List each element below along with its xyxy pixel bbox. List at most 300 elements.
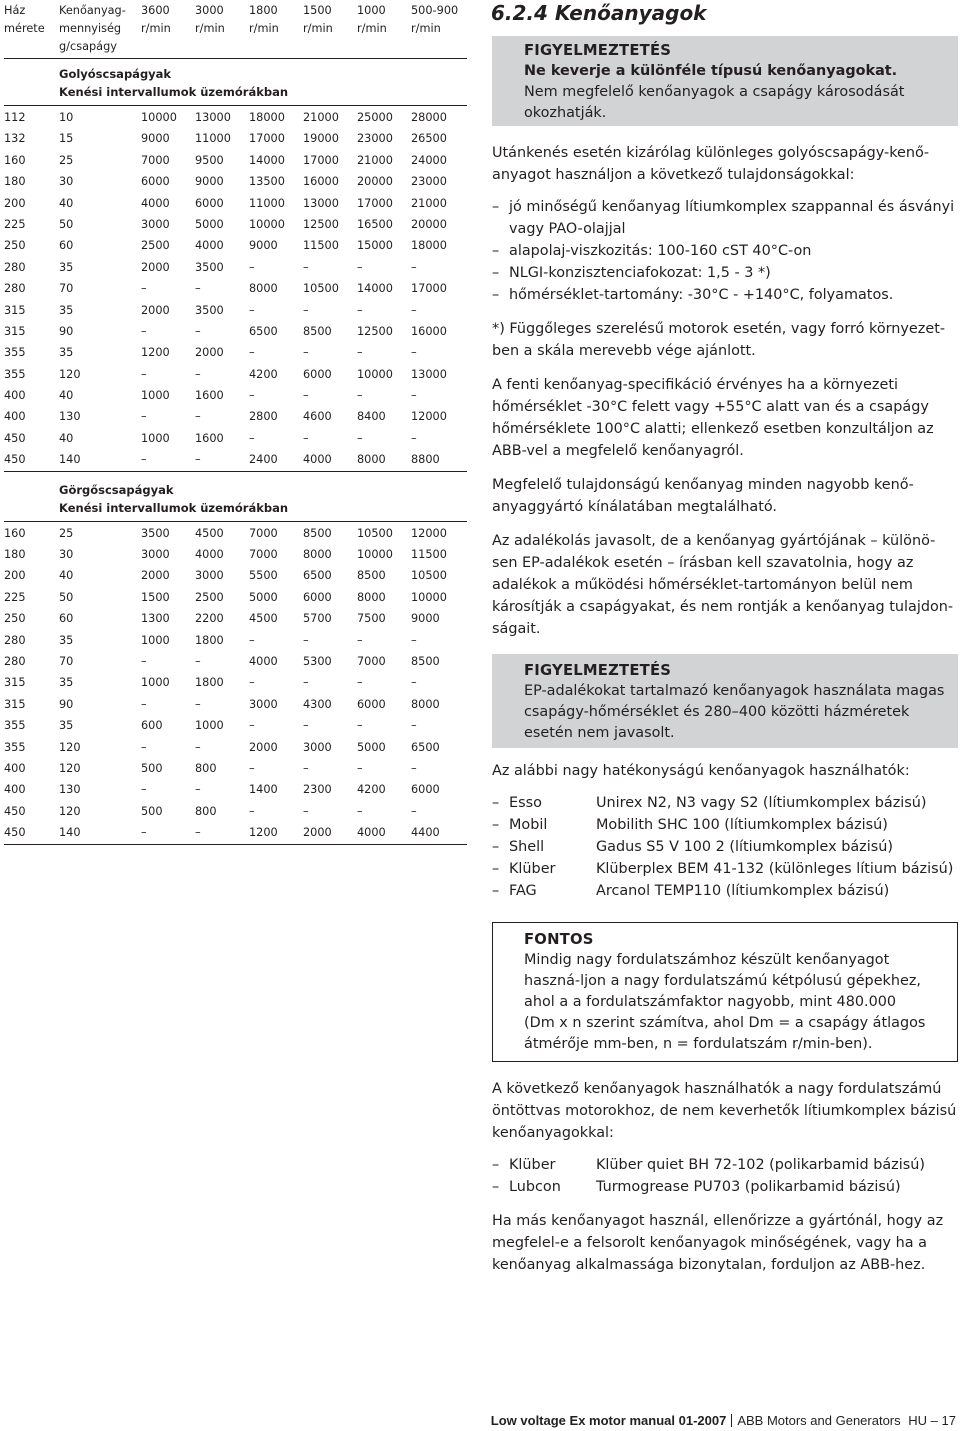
table-cell: 40: [59, 389, 74, 403]
lubricant-row: [492, 814, 958, 836]
table-row: [4, 321, 467, 342]
table-cell: –: [303, 303, 309, 317]
lubricant-brand: – Shell: [492, 836, 596, 858]
table-cell: 10500: [357, 526, 393, 540]
lubricant-product: Gadus S5 V 100 2 (lítiumkomplex bázisú): [596, 839, 893, 855]
table-cell: 225: [4, 590, 26, 604]
table-row: [4, 128, 467, 149]
table-cell: 35: [59, 676, 74, 690]
page-separator: –: [930, 1413, 938, 1428]
table-cell: 6000: [303, 367, 332, 381]
table-cell: 7000: [357, 654, 386, 668]
table-cell: 10000: [357, 548, 393, 562]
table-cell: 4400: [411, 826, 440, 840]
table-cell: 4000: [195, 548, 224, 562]
table-cell: 10000: [357, 367, 393, 381]
table-cell: 3000: [141, 217, 170, 231]
table-cell: 10: [59, 111, 74, 124]
table-cell: 6500: [411, 740, 440, 754]
table-cell: 50: [59, 590, 74, 604]
table-cell: 280: [4, 633, 26, 647]
table-cell: 4500: [249, 612, 278, 626]
warning-text: Nem megfelelő kenőanyagok a csapágy károsodását okozhatják.: [524, 84, 905, 121]
paragraph-availability: Megfelelő tulajdonságú kenőanyag minden nagyobb kenő-anyaggyártó kínálatában megtalálható.: [492, 477, 914, 515]
table-cell: 1000: [195, 719, 224, 733]
table-cell: –: [141, 367, 147, 381]
table-cell: 2500: [195, 590, 224, 604]
column-header: 500-900 r/min: [411, 4, 459, 35]
table-cell: 315: [4, 676, 26, 690]
table-cell: 4000: [195, 239, 224, 253]
table-cell: –: [303, 389, 309, 403]
table-cell: 6500: [303, 569, 332, 583]
table-row: [4, 630, 467, 651]
table-cell: 6000: [303, 590, 332, 604]
table-cell: –: [195, 740, 201, 754]
paragraph-high-performance: Az alábbi nagy hatékonyságú kenőanyagok használhatók:: [492, 763, 910, 779]
lubricant-brand: – FAG: [492, 880, 596, 902]
table-cell: –: [141, 410, 147, 424]
table-cell: 15: [59, 132, 74, 146]
footer-divider: [731, 1414, 732, 1427]
table-cell: 280: [4, 654, 26, 668]
table-cell: 70: [59, 282, 74, 296]
table-cell: 1000: [141, 633, 170, 647]
table-cell: 2500: [141, 239, 170, 253]
table-cell: 21000: [303, 111, 339, 124]
table-cell: –: [249, 431, 255, 445]
table-cell: 3000: [303, 740, 332, 754]
table-cell: 8000: [249, 282, 278, 296]
table-cell: –: [141, 826, 147, 840]
table-cell: 160: [4, 526, 26, 540]
table-cell: 18000: [411, 239, 447, 253]
table-row: [4, 449, 467, 471]
table-cell: –: [411, 676, 417, 690]
table-cell: 20000: [357, 175, 393, 189]
table-row: [4, 342, 467, 363]
table-cell: 315: [4, 697, 26, 711]
table-cell: 250: [4, 239, 26, 253]
column-header: Ház mérete: [4, 4, 45, 35]
table-cell: 35: [59, 303, 74, 317]
table-cell: 18000: [249, 111, 285, 124]
table-cell: –: [303, 346, 309, 360]
table-cell: 25: [59, 153, 74, 167]
table-cell: 13500: [249, 175, 285, 189]
table-cell: 180: [4, 548, 26, 562]
table-cell: –: [357, 260, 363, 274]
table-cell: 8000: [303, 548, 332, 562]
manual-title: Low voltage Ex motor manual 01-2007: [490, 1413, 727, 1428]
table-cell: 3000: [141, 548, 170, 562]
lubricant-brand: – Klüber: [492, 1154, 596, 1176]
table-cell: –: [249, 676, 255, 690]
table-cell: 4300: [303, 697, 332, 711]
table-cell: 355: [4, 367, 26, 381]
table-cell: 60: [59, 612, 74, 626]
table-row: [4, 428, 467, 449]
table-cell: –: [249, 389, 255, 403]
table-cell: 2000: [141, 303, 170, 317]
table-cell: 8500: [411, 654, 440, 668]
roller-bearings-subtitle: Kenési intervallumok üzemórákban: [59, 500, 289, 515]
table-row: [4, 565, 467, 586]
table-cell: 8000: [357, 590, 386, 604]
table-row: [4, 193, 467, 214]
ball-bearings-section-title: [59, 59, 467, 101]
table-cell: –: [141, 740, 147, 754]
table-cell: –: [357, 719, 363, 733]
table-cell: 19000: [303, 132, 339, 146]
table-row: [4, 364, 467, 385]
table-cell: 355: [4, 719, 26, 733]
table-cell: –: [141, 282, 147, 296]
table-cell: 26500: [411, 132, 447, 146]
table-cell: 225: [4, 217, 26, 231]
table-cell: 50: [59, 217, 74, 231]
table-cell: –: [357, 431, 363, 445]
table-cell: 355: [4, 346, 26, 360]
table-cell: 5000: [195, 217, 224, 231]
table-cell: –: [303, 719, 309, 733]
lubricant-row: [492, 858, 958, 880]
table-cell: 23000: [357, 132, 393, 146]
table-cell: –: [303, 804, 309, 818]
table-cell: 500: [141, 761, 163, 775]
table-cell: 4200: [357, 783, 386, 797]
table-cell: 6500: [249, 324, 278, 338]
table-cell: 17000: [357, 196, 393, 210]
table-cell: 2000: [141, 569, 170, 583]
table-cell: 600: [141, 719, 163, 733]
grease-properties-list: [492, 196, 958, 306]
table-cell: –: [195, 826, 201, 840]
table-cell: 7000: [249, 548, 278, 562]
table-cell: 14000: [249, 153, 285, 167]
important-formula-note: (Dm x n szerint számítva, ahol Dm = a csapágy átlagos átmérője mm-ben, n = fordulatszám r/min-ben).: [524, 1015, 926, 1052]
table-cell: 35: [59, 260, 74, 274]
table-cell: 280: [4, 260, 26, 274]
table-cell: –: [195, 282, 201, 296]
table-cell: 315: [4, 303, 26, 317]
lubricant-brand: – Esso: [492, 792, 596, 814]
table-cell: 9000: [411, 612, 440, 626]
table-cell: –: [303, 260, 309, 274]
table-cell: 800: [195, 804, 217, 818]
section-heading: 6.2.4 Kenőanyagok: [491, 1, 707, 25]
table-cell: 14000: [357, 282, 393, 296]
table-cell: 12500: [357, 324, 393, 338]
paragraph-other-lubricants: Ha más kenőanyagot használ, ellenőrizze a gyártónál, hogy az megfelel-e a felsorolt kenőanyagok minőségének, vagy ha a kenőanyag alkalmassága bizonytalan, forduljon az ABB-hez.: [492, 1213, 944, 1273]
table-cell: 8500: [303, 324, 332, 338]
language-code: HU: [908, 1413, 928, 1428]
table-row: [4, 278, 467, 299]
warning-bold-text: Ne keverje a különféle típusú kenőanyagokat.: [524, 63, 898, 79]
table-cell: 315: [4, 324, 26, 338]
important-text: Mindig nagy fordulatszámhoz készült kenőanyagot haszná-ljon a nagy fordulatszámú kétpólusú gépekhez, ahol a a fordulatszámfaktor nagyobb, mint 480.000: [524, 952, 921, 1010]
table-cell: 5700: [303, 612, 332, 626]
table-cell: 120: [59, 367, 81, 381]
table-cell: 90: [59, 324, 74, 338]
table-cell: 10000: [411, 590, 447, 604]
table-cell: 11000: [195, 132, 231, 146]
table-cell: –: [411, 389, 417, 403]
table-row: [4, 737, 467, 758]
table-row: [4, 544, 467, 565]
table-cell: 16000: [303, 175, 339, 189]
table-cell: –: [357, 676, 363, 690]
table-cell: 90: [59, 697, 74, 711]
table-cell: –: [195, 367, 201, 381]
warning-box-ep-additives: [492, 654, 958, 748]
table-cell: 140: [59, 826, 81, 840]
table-cell: –: [249, 303, 255, 317]
table-cell: 500: [141, 804, 163, 818]
table-cell: 4000: [357, 826, 386, 840]
table-cell: –: [141, 324, 147, 338]
table-cell: 7000: [249, 526, 278, 540]
lubricants-section: [492, 0, 958, 1276]
table-cell: 250: [4, 612, 26, 626]
table-cell: –: [141, 697, 147, 711]
table-cell: 6000: [195, 196, 224, 210]
ball-bearings-rows: [4, 107, 467, 472]
table-cell: 3500: [195, 260, 224, 274]
table-cell: –: [411, 260, 417, 274]
table-cell: –: [357, 389, 363, 403]
table-cell: 200: [4, 196, 26, 210]
table-cell: 30: [59, 175, 74, 189]
table-cell: 25000: [357, 111, 393, 124]
table-cell: 120: [59, 804, 81, 818]
table-cell: 3000: [249, 697, 278, 711]
table-row: [4, 235, 467, 256]
table-cell: 130: [59, 783, 81, 797]
table-cell: 1500: [141, 590, 170, 604]
table-cell: 6000: [357, 697, 386, 711]
list-item: – hőmérséklet-tartomány: -30°C - +140°C, folyamatos.: [492, 284, 958, 306]
table-cell: 8000: [357, 453, 386, 467]
paragraph-additives: Az adalékolás javasolt, de a kenőanyag gyártójának – különö-sen EP-adalékok esetén – írásban kell szavatolnia, hogy az adalékok a működési hőmérséklet-tartományon belül nem károsítják a csapágyakat, és nem rontják a kenőanyag tulajdon-ságait.: [492, 533, 954, 637]
high-performance-lubricants-list: [492, 792, 958, 902]
table-cell: 10000: [141, 111, 177, 124]
table-cell: –: [303, 761, 309, 775]
list-item: – alapolaj-viszkozitás: 100-160 cST 40°C-on: [492, 240, 958, 262]
table-cell: –: [249, 633, 255, 647]
lubricant-product: Klüberplex BEM 41-132 (különleges lítium bázisú): [596, 861, 954, 877]
table-cell: 140: [59, 453, 81, 467]
table-cell: 4600: [303, 410, 332, 424]
table-cell: 9000: [141, 132, 170, 146]
table-cell: 13000: [195, 111, 231, 124]
table-cell: –: [357, 761, 363, 775]
table-cell: 10500: [411, 569, 447, 583]
column-header: 1000 r/min: [357, 4, 387, 35]
table-cell: –: [411, 761, 417, 775]
ball-bearings-title: Golyóscsapágyak: [59, 67, 172, 81]
table-cell: 8400: [357, 410, 386, 424]
table-row: [4, 523, 467, 544]
table-cell: 12000: [411, 410, 447, 424]
table-cell: 11000: [249, 196, 285, 210]
table-cell: –: [411, 346, 417, 360]
table-row: [4, 651, 467, 672]
table-cell: 4000: [249, 654, 278, 668]
table-cell: 25: [59, 526, 74, 540]
table-cell: –: [249, 804, 255, 818]
table-cell: 16000: [411, 324, 447, 338]
table-cell: 1300: [141, 612, 170, 626]
table-cell: 355: [4, 740, 26, 754]
table-cell: 1600: [195, 389, 224, 403]
lubricant-row: [492, 1154, 958, 1176]
table-cell: 120: [59, 740, 81, 754]
roller-bearings-rows: [4, 523, 467, 845]
table-cell: 3000: [195, 569, 224, 583]
lubricant-product: Mobilith SHC 100 (lítiumkomplex bázisú): [596, 817, 888, 833]
table-cell: 1800: [195, 633, 224, 647]
table-cell: –: [357, 303, 363, 317]
table-cell: 132: [4, 132, 26, 146]
table-cell: 400: [4, 783, 26, 797]
table-cell: 20000: [411, 217, 447, 231]
table-cell: 1600: [195, 431, 224, 445]
table-cell: –: [195, 697, 201, 711]
table-cell: –: [411, 719, 417, 733]
table-cell: 9000: [249, 239, 278, 253]
table-cell: 70: [59, 654, 74, 668]
table-row: [4, 257, 467, 278]
table-cell: 1200: [249, 826, 278, 840]
table-cell: 28000: [411, 111, 447, 124]
table-cell: 280: [4, 282, 26, 296]
table-cell: –: [249, 719, 255, 733]
table-cell: –: [195, 783, 201, 797]
table-cell: 10000: [249, 217, 285, 231]
table-cell: 400: [4, 410, 26, 424]
table-cell: –: [249, 761, 255, 775]
table-cell: 2000: [249, 740, 278, 754]
table-cell: 112: [4, 111, 26, 124]
table-cell: –: [411, 633, 417, 647]
table-row: [4, 822, 467, 844]
ball-bearings-subtitle: Kenési intervallumok üzemórákban: [59, 85, 289, 99]
table-cell: 4500: [195, 526, 224, 540]
table-row: [4, 715, 467, 736]
warning-title: FIGYELMEZTETÉS: [524, 662, 672, 679]
table-cell: 2000: [303, 826, 332, 840]
table-cell: 12000: [411, 526, 447, 540]
table-cell: 6000: [141, 175, 170, 189]
lubricant-row: [492, 836, 958, 858]
table-cell: 2000: [195, 346, 224, 360]
table-cell: 24000: [411, 153, 447, 167]
paragraph-regrease: Utánkenés esetén kizárólag különleges golyóscsapágy-kenő-anyagot használjon a következő tulajdonságokkal:: [492, 145, 930, 183]
table-row: [4, 150, 467, 171]
table-row: [4, 214, 467, 235]
table-row: [4, 758, 467, 779]
table-cell: 13000: [303, 196, 339, 210]
table-cell: 5000: [357, 740, 386, 754]
table-cell: 21000: [357, 153, 393, 167]
table-row: [4, 672, 467, 693]
table-cell: –: [141, 453, 147, 467]
table-cell: 1400: [249, 783, 278, 797]
table-cell: 400: [4, 389, 26, 403]
table-cell: 17000: [303, 153, 339, 167]
lubricant-brand: – Klüber: [492, 858, 596, 880]
lubricant-product: Unirex N2, N3 vagy S2 (lítiumkomplex bázisú): [596, 795, 927, 811]
table-cell: –: [411, 804, 417, 818]
lubricant-product: Arcanol TEMP110 (lítiumkomplex bázisú): [596, 883, 890, 899]
table-row: [4, 107, 467, 128]
table-cell: 2000: [141, 260, 170, 274]
table-row: [4, 385, 467, 406]
table-cell: 30: [59, 548, 74, 562]
lubricant-row: [492, 1176, 958, 1198]
table-cell: –: [195, 453, 201, 467]
lubricant-product: Klüber quiet BH 72-102 (polikarbamid bázisú): [596, 1157, 925, 1173]
column-header: 3000 r/min: [195, 4, 225, 35]
table-cell: 17000: [249, 132, 285, 146]
section-divider: [4, 517, 467, 522]
table-cell: –: [357, 804, 363, 818]
table-header-row: [4, 2, 467, 59]
table-cell: –: [303, 633, 309, 647]
table-cell: –: [195, 654, 201, 668]
table-cell: –: [195, 324, 201, 338]
list-item: – NLGI-konzisztenciafokozat: 1,5 - 3 *): [492, 262, 958, 284]
table-row: [4, 779, 467, 800]
table-cell: –: [303, 431, 309, 445]
table-cell: 60: [59, 239, 74, 253]
table-cell: 21000: [411, 196, 447, 210]
lubricant-brand: – Mobil: [492, 814, 596, 836]
table-cell: 5000: [249, 590, 278, 604]
roller-bearings-title: Görgőscsapágyak: [59, 482, 174, 497]
table-cell: 35: [59, 346, 74, 360]
table-cell: 15000: [357, 239, 393, 253]
roller-bearings-section-title: [59, 472, 467, 517]
table-cell: 2400: [249, 453, 278, 467]
table-cell: 7000: [141, 153, 170, 167]
table-cell: 3500: [141, 526, 170, 540]
column-header: 1500 r/min: [303, 4, 333, 35]
table-cell: 8500: [303, 526, 332, 540]
table-cell: 1800: [195, 676, 224, 690]
table-cell: 10500: [303, 282, 339, 296]
column-header: Kenőanyag- mennyiség g/csapágy: [59, 4, 126, 53]
table-cell: 1000: [141, 431, 170, 445]
table-row: [4, 587, 467, 608]
table-cell: 450: [4, 453, 26, 467]
table-cell: 7500: [357, 612, 386, 626]
table-cell: 4000: [303, 453, 332, 467]
lubrication-interval-table: [4, 2, 467, 845]
table-cell: 5500: [249, 569, 278, 583]
table-cell: 2200: [195, 612, 224, 626]
table-cell: 8000: [411, 697, 440, 711]
table-cell: 130: [59, 410, 81, 424]
table-cell: 11500: [303, 239, 339, 253]
column-header: 3600 r/min: [141, 4, 171, 35]
table-cell: 9500: [195, 153, 224, 167]
warning-title: FIGYELMEZTETÉS: [524, 42, 672, 59]
column-header: 1800 r/min: [249, 4, 279, 35]
table-cell: 450: [4, 804, 26, 818]
table-cell: 1200: [141, 346, 170, 360]
